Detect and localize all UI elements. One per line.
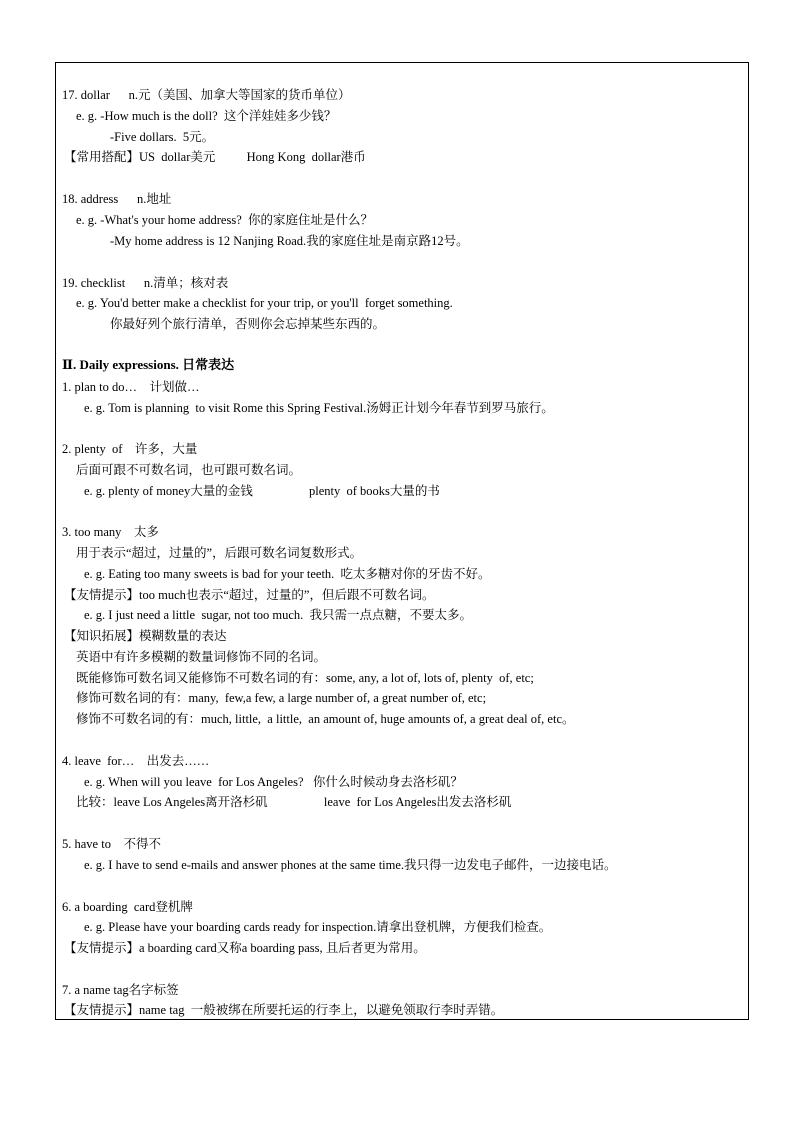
example-line: e. g. -How much is the doll? 这个洋娃娃多少钱？: [76, 109, 337, 123]
explanation-line: 用于表示“超过，过量的”，后跟可数名词复数形式。: [76, 546, 363, 560]
expression-plan-to-do: 1. plan to do… 计划做…: [62, 380, 200, 394]
knowledge-extension-line: 【知识拓展】模糊数量的表达: [64, 629, 227, 643]
content-frame: [55, 62, 749, 1020]
example-line: e. g. Please have your boarding cards ready for inspection.请拿出登机牌，方便我们检查。: [84, 920, 552, 934]
example-line: e. g. I have to send e-mails and answer phones at the same time.我只得一边发电子邮件，一边接电话。: [84, 858, 617, 872]
expression-name-tag: 7. a name tag名字标签: [62, 983, 179, 997]
explanation-line: 修饰不可数名词的有：much, little, a little, an amount of, huge amounts of, a great deal of, etc。: [76, 712, 575, 726]
example-line: e. g. plenty of money大量的金钱 plenty of books大量的书: [84, 484, 440, 498]
expression-have-to: 5. have to 不得不: [62, 837, 161, 851]
expression-plenty-of: 2. plenty of 许多，大量: [62, 442, 198, 456]
example-line: e. g. I just need a little sugar, not too much. 我只需一点点糖，不要太多。: [84, 608, 472, 622]
example-line: -My home address is 12 Nanjing Road.我的家庭住址是南京路12号。: [110, 234, 469, 248]
expression-boarding-card: 6. a boarding card登机牌: [62, 900, 193, 914]
explanation-line: 后面可跟不可数名词，也可跟可数名词。: [76, 463, 302, 477]
tip-line: 【友情提示】a boarding card又称a boarding pass, 且后者更为常用。: [64, 941, 426, 955]
section-heading-daily-expressions: Ⅱ. Daily expressions. 日常表达: [62, 357, 235, 372]
tip-line: 【友情提示】too much也表示“超过，过量的”，但后跟不可数名词。: [64, 588, 435, 602]
example-line: e. g. -What's your home address? 你的家庭住址是什么？: [76, 213, 373, 227]
example-line: e. g. When will you leave for Los Angeles? 你什么时候动身去洛杉矶？: [84, 775, 463, 789]
example-line: -Five dollars. 5元。: [110, 130, 215, 144]
vocab-dollar-heading: 17. dollar n.元（美国、加拿大等国家的货币单位）: [62, 88, 351, 102]
expression-too-many: 3. too many 太多: [62, 525, 159, 539]
explanation-line: 英语中有许多模糊的数量词修饰不同的名词。: [76, 650, 327, 664]
expression-leave-for: 4. leave for… 出发去……: [62, 754, 210, 768]
collocation-line: 【常用搭配】US dollar美元 Hong Kong dollar港币: [64, 150, 366, 164]
example-line: e. g. You'd better make a checklist for your trip, or you'll forget something.: [76, 296, 453, 310]
example-line: e. g. Tom is planning to visit Rome this Spring Festival.汤姆正计划今年春节到罗马旅行。: [84, 401, 554, 415]
example-translation: 你最好列个旅行清单，否则你会忘掉某些东西的。: [110, 317, 386, 331]
example-line: e. g. Eating too many sweets is bad for your teeth. 吃太多糖对你的牙齿不好。: [84, 567, 491, 581]
tip-line: 【友情提示】name tag 一般被绑在所要托运的行李上，以避免领取行李时弄错。: [64, 1003, 504, 1017]
vocab-checklist-heading: 19. checklist n.清单；核对表: [62, 276, 229, 290]
vocab-address-heading: 18. address n.地址: [62, 192, 172, 206]
explanation-line: 修饰可数名词的有：many, few,a few, a large number of, a great number of, etc;: [76, 691, 487, 705]
explanation-line: 既能修饰可数名词又能修饰不可数名词的有：some, any, a lot of, lots of, plenty of, etc;: [76, 671, 534, 685]
comparison-line: 比较：leave Los Angeles离开洛杉矶 leave for Los Angeles出发去洛杉矶: [76, 795, 512, 809]
